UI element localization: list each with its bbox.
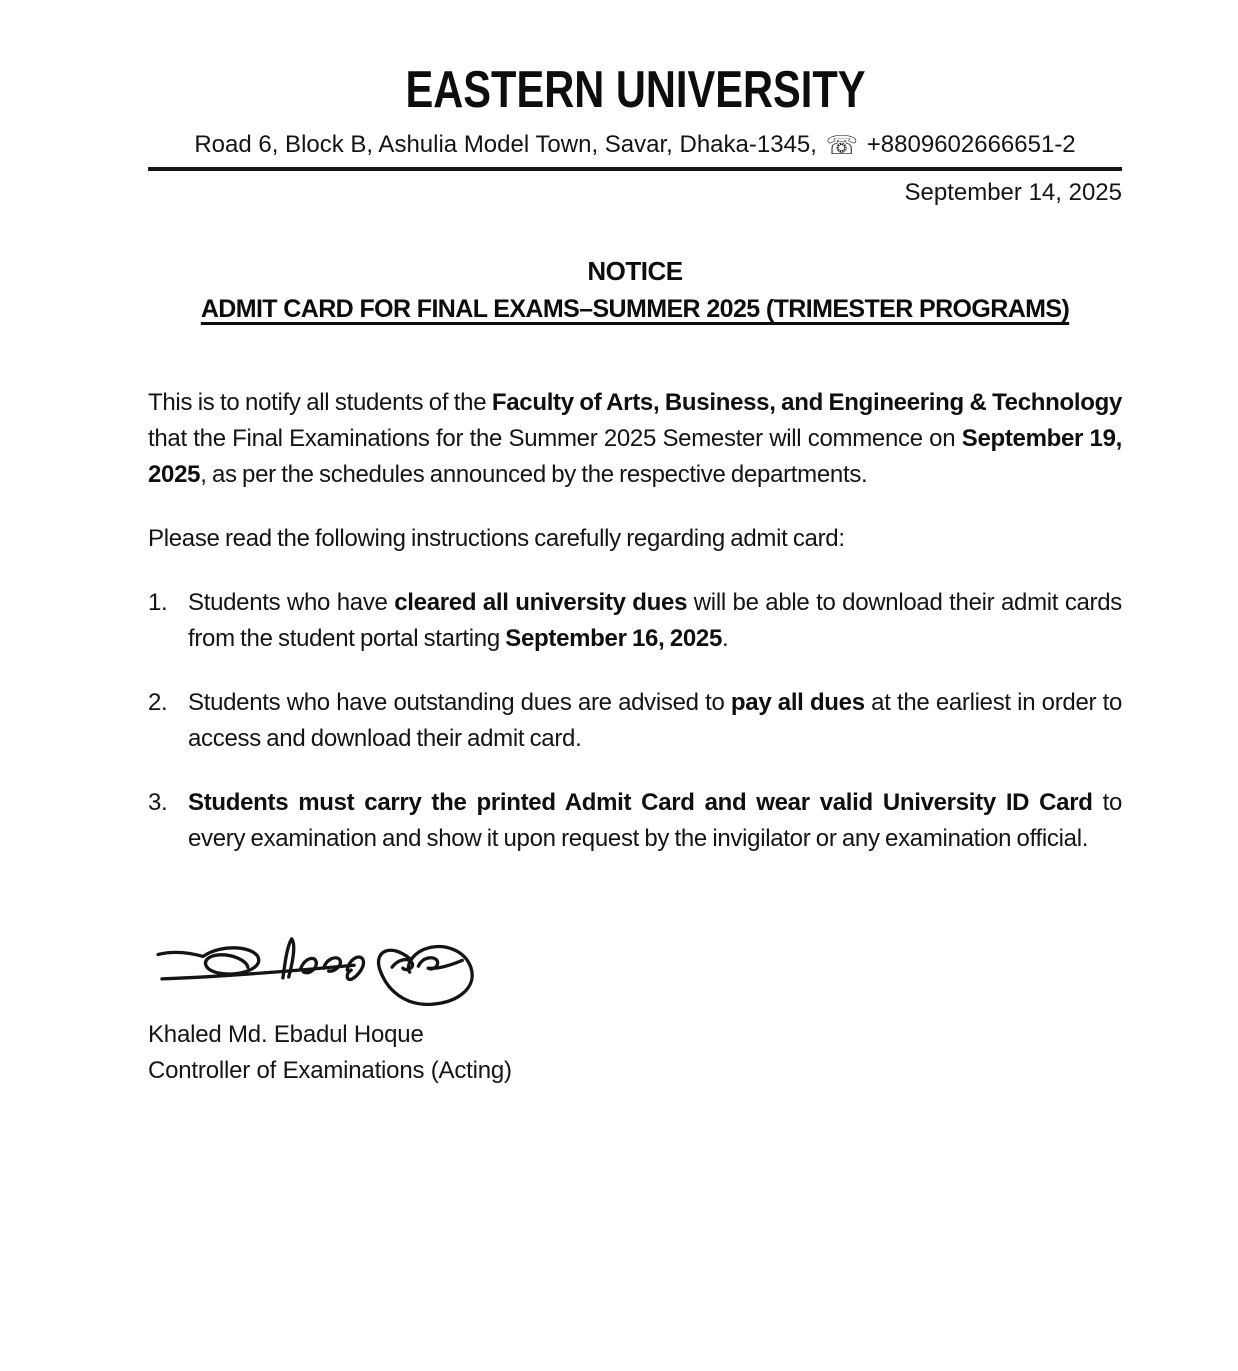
item-run-bold: cleared all university dues [394, 589, 688, 616]
item-run: Students who have outstanding dues are advised to [188, 689, 731, 716]
item-run: Students who have [188, 589, 395, 616]
item-run: will be able to download their admit cards from the student portal starting [188, 589, 1123, 652]
item-run-bold: pay all dues [730, 689, 865, 716]
address-text: Road 6, Block B, Ashulia Model Town, Savar, Dhaka-1345, [194, 131, 817, 158]
item-run: to every examination and show it upon request by the invigilator or any examination official. [188, 789, 1122, 852]
university-name: EASTERN UNIVERSITY [404, 61, 865, 119]
list-item [148, 685, 1122, 757]
item-number: 1. [148, 589, 168, 616]
signature-block [148, 935, 1122, 1089]
intro-run: , as per the schedules announced by the respective departments. [200, 461, 868, 488]
item-run-bold: Students must carry the printed Admit Card and wear valid University ID Card [188, 789, 1093, 816]
signature-scribble [150, 935, 485, 1013]
instructions-lead: Please read the following instructions carefully regarding admit card: [148, 525, 845, 552]
item-text [188, 685, 1122, 757]
letterhead [148, 61, 1122, 119]
list-item [148, 585, 1122, 657]
notice-subject: ADMIT CARD FOR FINAL EXAMS–SUMMER 2025 (TRIMESTER PROGRAMS) [200, 295, 1070, 323]
telephone-icon: ☏ [825, 130, 859, 160]
intro-run: that the Final Examinations for the Summer 2025 Semester will commence on [148, 425, 962, 452]
instructions-list [148, 585, 1122, 857]
signer-title: Controller of Examinations (Acting) [148, 1057, 512, 1084]
item-text [188, 785, 1122, 857]
intro-run-bold: Faculty of Arts, Business, and Engineering & Technology [491, 389, 1122, 416]
notice-date: September 14, 2025 [904, 179, 1122, 206]
intro-run-bold: September 19, 2025 [148, 425, 1122, 488]
item-run-bold: September 16, 2025 [505, 625, 723, 652]
list-item [148, 785, 1122, 857]
notice-document [0, 61, 1238, 1371]
item-run: . [722, 625, 729, 652]
item-number: 3. [148, 789, 168, 816]
signer-name: Khaled Md. Ebadul Hoque [148, 1021, 424, 1048]
item-number: 2. [148, 689, 168, 716]
address-line [148, 130, 1122, 160]
header-rule [148, 167, 1122, 171]
item-text [188, 585, 1122, 657]
intro-paragraph [148, 385, 1122, 493]
phone-number: +8809602666651-2 [866, 131, 1076, 158]
notice-heading: NOTICE [587, 256, 683, 286]
intro-run: This is to notify all students of the [148, 389, 492, 416]
item-run: at the earliest in order to access and download their admit card. [188, 689, 1122, 752]
